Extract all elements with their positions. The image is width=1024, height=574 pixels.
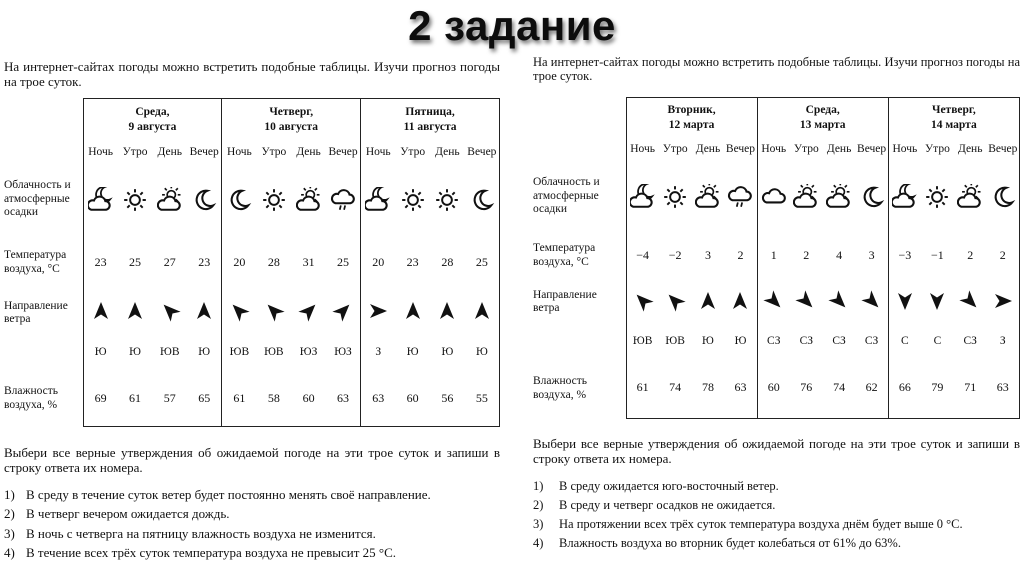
- right-wind-dir-6: СЗ: [799, 334, 814, 347]
- left-humidity-4: 65: [187, 372, 222, 427]
- right-wind-arrow-cell-3: [692, 281, 725, 325]
- left-weather-cell-11: [430, 166, 465, 234]
- sun-cloud-icon: [826, 184, 852, 210]
- right-humidity-4: 63: [724, 359, 757, 419]
- left-part-7: День: [296, 146, 321, 159]
- right-wind-dir-9: С: [888, 325, 921, 359]
- moon-icon: [191, 187, 217, 213]
- left-humidity-11: 56: [430, 372, 465, 427]
- left-temp-5: 20: [222, 234, 257, 292]
- right-humidity-1: 61: [626, 359, 659, 419]
- wind-arrow-icon: [471, 300, 493, 322]
- left-wind-dir-9: З: [361, 334, 396, 372]
- right-part-2: Утро: [662, 143, 688, 156]
- left-temp-8: 25: [337, 254, 350, 269]
- right-weather-cell-1: [626, 163, 659, 231]
- left-option-2: 2) В четверг вечером ожидается дождь.: [4, 506, 230, 522]
- right-wind-dir-10: С: [933, 334, 942, 347]
- moon-icon: [859, 184, 885, 210]
- right-part-12: Вечер: [987, 138, 1020, 163]
- right-wind-dir-3: Ю: [702, 334, 714, 347]
- right-humidity-2: 74: [659, 359, 692, 419]
- left-part-11: День: [435, 146, 460, 159]
- left-wind-dir-12: Ю: [465, 334, 500, 372]
- left-label-empty: [4, 141, 83, 166]
- wind-arrow-icon: [992, 290, 1014, 312]
- right-label-clouds: Облачность и атмосферные осадки: [533, 175, 600, 216]
- left-wind-dir-11: Ю: [441, 345, 454, 358]
- sun-icon: [434, 187, 460, 213]
- left-options-list: [4, 488, 500, 566]
- right-weather-cell-3: [692, 163, 725, 231]
- left-wind-dir-10: Ю: [406, 345, 419, 358]
- moon-icon: [469, 187, 495, 213]
- right-wind-arrow-cell-12: [987, 281, 1020, 325]
- right-weather-cell-4: [724, 163, 757, 231]
- left-temp-11: 28: [441, 254, 454, 269]
- left-intro-text: На интернет-сайтах погоды можно встретить подобные таблицы. Изучи прогноз погоды на трое суток.: [4, 59, 500, 89]
- wind-arrow-icon: [402, 300, 424, 322]
- right-part-4: Вечер: [725, 143, 756, 156]
- left-weather-cell-8: [326, 166, 361, 234]
- right-part-1: Ночь: [626, 138, 659, 163]
- right-weather-cell-7: [823, 163, 856, 231]
- right-humidity-11: 71: [954, 359, 987, 419]
- right-humidity-8: 62: [855, 359, 888, 419]
- left-weather-cell-10: [395, 166, 430, 234]
- left-temp-2: 25: [129, 254, 142, 269]
- left-part-9: Ночь: [361, 141, 396, 166]
- left-option-1: 1) В среду в течение суток ветер будет постоянно менять своё направление.: [4, 487, 431, 502]
- left-wind-arrow-cell-8: [326, 292, 361, 334]
- left-wind-arrow-cell-7: [291, 292, 326, 334]
- right-wind-dir-1: ЮВ: [626, 325, 659, 359]
- wind-arrow-icon: [159, 300, 181, 322]
- right-wind-dir-5: СЗ: [757, 325, 790, 359]
- sun-cloud-icon: [296, 187, 322, 213]
- right-part-6: Утро: [793, 143, 819, 156]
- sun-icon: [662, 184, 688, 210]
- left-label-temp: Температура воздуха, °С: [4, 248, 67, 275]
- left-question-text: Выбери все верные утверждения об ожидаемой погоде на эти трое суток и запиши в строку ответа их номера.: [4, 445, 500, 475]
- left-weather-cell-3: [152, 166, 187, 234]
- right-label-empty: [533, 138, 626, 163]
- left-temp-3: 27: [163, 254, 176, 269]
- left-wind-arrow-cell-5: [222, 292, 257, 334]
- left-humidity-12: 55: [465, 372, 500, 427]
- wind-arrow-icon: [926, 290, 948, 312]
- right-wind-arrow-cell-9: [888, 281, 921, 325]
- left-weather-cell-4: [187, 166, 222, 234]
- right-humidity-10: 79: [921, 359, 954, 419]
- left-part-4: Вечер: [189, 146, 219, 159]
- right-temp-9: −3: [888, 231, 921, 281]
- right-wind-dir-4: Ю: [734, 334, 747, 347]
- left-temp-9: 20: [361, 234, 396, 292]
- wind-arrow-icon: [193, 300, 215, 322]
- right-weather-cell-10: [921, 163, 954, 231]
- left-wind-arrow-cell-12: [465, 292, 500, 334]
- right-label-humidity: Влажность воздуха, %: [533, 374, 588, 401]
- wind-arrow-icon: [828, 290, 850, 312]
- right-day-2-header: Среда, 13 марта: [757, 98, 888, 138]
- left-wind-arrow-cell-3: [152, 292, 187, 334]
- right-part-8: Вечер: [857, 143, 887, 156]
- sun-icon: [924, 184, 950, 210]
- left-temp-12: 25: [465, 234, 500, 292]
- wind-arrow-icon: [436, 300, 458, 322]
- wind-arrow-icon: [729, 290, 751, 312]
- left-temp-10: 23: [406, 254, 419, 269]
- right-wind-arrow-cell-5: [757, 281, 790, 325]
- left-wind-arrow-cell-9: [361, 292, 396, 334]
- right-label-temp: Температура воздуха, °С: [533, 241, 596, 268]
- right-humidity-5: 60: [757, 359, 790, 419]
- wind-arrow-icon: [332, 300, 354, 322]
- right-part-10: Утро: [925, 143, 950, 156]
- right-wind-arrow-cell-7: [823, 281, 856, 325]
- left-part-5: Ночь: [222, 141, 257, 166]
- right-options-list: [533, 479, 1020, 555]
- right-weather-cell-12: [987, 163, 1020, 231]
- wind-arrow-icon: [124, 300, 146, 322]
- right-wind-arrow-cell-10: [921, 281, 954, 325]
- left-humidity-10: 60: [395, 372, 430, 427]
- left-wind-arrow-cell-4: [187, 292, 222, 334]
- left-part-12: Вечер: [465, 141, 500, 166]
- left-wind-dir-7: ЮЗ: [299, 345, 318, 358]
- right-weather-cell-11: [954, 163, 987, 231]
- sun-cloud-icon: [157, 187, 183, 213]
- right-option-4: 4) Влажность воздуха во вторник будет колебаться от 61% до 63%.: [533, 535, 901, 550]
- left-part-6: Утро: [261, 146, 287, 159]
- right-part-11: День: [957, 143, 983, 156]
- left-temp-4: 23: [198, 254, 211, 269]
- cloud-icon: [761, 184, 787, 210]
- right-temp-11: 2: [967, 247, 974, 262]
- left-wind-arrow-cell-11: [430, 292, 465, 334]
- wind-arrow-icon: [664, 290, 686, 312]
- wind-arrow-icon: [894, 290, 916, 312]
- left-weather-cell-9: [361, 166, 396, 234]
- right-wind-arrow-cell-4: [724, 281, 757, 325]
- left-wind-arrow-cell-2: [118, 292, 153, 334]
- left-day-3-header: Пятница, 11 августа: [361, 99, 500, 141]
- sun-icon: [122, 187, 148, 213]
- left-wind-dir-4: Ю: [198, 345, 211, 358]
- wind-arrow-icon: [697, 290, 719, 312]
- left-wind-dir-6: ЮВ: [264, 345, 284, 358]
- left-humidity-7: 60: [291, 372, 326, 427]
- right-task-panel: [533, 55, 1020, 574]
- right-wind-arrow-cell-2: [659, 281, 692, 325]
- wind-arrow-icon: [763, 290, 785, 312]
- right-weather-cell-5: [757, 163, 790, 231]
- right-wind-dir-8: СЗ: [864, 334, 879, 347]
- right-temp-6: 2: [803, 247, 810, 262]
- left-weather-cell-7: [291, 166, 326, 234]
- moon-cloud-icon: [88, 187, 114, 213]
- left-temp-1: 23: [83, 234, 118, 292]
- left-option-3: 3) В ночь с четверга на пятницу влажность воздуха не изменится.: [4, 525, 376, 541]
- right-temp-3: 3: [704, 247, 711, 262]
- right-temp-10: −1: [931, 247, 944, 262]
- moon-icon: [990, 184, 1016, 210]
- sun-icon: [261, 187, 287, 213]
- left-humidity-5: 61: [222, 372, 257, 427]
- right-temp-12: 2: [987, 231, 1020, 281]
- right-wind-arrow-cell-8: [855, 281, 888, 325]
- right-temp-5: 1: [757, 231, 790, 281]
- rain-cloud-icon: [330, 187, 356, 213]
- right-humidity-9: 66: [888, 359, 921, 419]
- left-label-clouds: Облачность и атмосферные осадки: [4, 178, 71, 219]
- wind-arrow-icon: [632, 290, 654, 312]
- right-wind-dir-11: СЗ: [963, 334, 977, 347]
- left-weather-cell-12: [465, 166, 500, 234]
- wind-arrow-icon: [228, 300, 250, 322]
- left-part-10: Утро: [400, 146, 426, 159]
- left-wind-arrow-cell-10: [395, 292, 430, 334]
- left-wind-dir-1: Ю: [83, 334, 118, 372]
- wind-arrow-icon: [795, 290, 817, 312]
- left-part-3: День: [157, 146, 182, 159]
- right-wind-dir-7: СЗ: [832, 334, 846, 347]
- wind-arrow-icon: [861, 290, 883, 312]
- left-part-2: Утро: [122, 146, 148, 159]
- sun-icon: [400, 187, 426, 213]
- left-humidity-6: 58: [257, 372, 292, 427]
- right-weather-cell-2: [659, 163, 692, 231]
- right-part-7: День: [826, 143, 852, 156]
- right-temp-2: −2: [668, 247, 682, 262]
- left-label-wind: Направление ветра: [4, 299, 68, 326]
- left-option-4: 4) В течение всех трёх суток температура воздуха не превысит 25 °С.: [4, 545, 397, 561]
- sun-cloud-icon: [695, 184, 721, 210]
- right-temp-7: 4: [836, 247, 843, 262]
- left-part-1: Ночь: [83, 141, 118, 166]
- moon-icon: [226, 187, 252, 213]
- right-humidity-7: 74: [823, 359, 856, 419]
- left-weather-cell-1: [83, 166, 118, 234]
- right-option-1: 1) В среду ожидается юго-восточный ветер.: [533, 479, 779, 493]
- right-part-5: Ночь: [757, 138, 790, 163]
- sun-cloud-icon: [793, 184, 819, 210]
- rain-cloud-icon: [727, 184, 753, 210]
- left-wind-arrow-cell-6: [257, 292, 292, 334]
- right-label-wind: Направление ветра: [533, 288, 597, 315]
- sun-cloud-icon: [957, 184, 983, 210]
- right-temp-4: 2: [737, 247, 744, 262]
- wind-arrow-icon: [263, 300, 285, 322]
- left-weather-cell-5: [222, 166, 257, 234]
- right-day-1-header: Вторник, 12 марта: [626, 98, 757, 138]
- right-intro-text: На интернет-сайтах погоды можно встретить подобные таблицы. Изучи прогноз погоды на трое суток.: [533, 55, 1020, 84]
- left-wind-dir-8: ЮЗ: [334, 345, 352, 358]
- wind-arrow-icon: [367, 300, 389, 322]
- wind-arrow-icon: [90, 300, 112, 322]
- left-wind-dir-3: ЮВ: [160, 345, 180, 358]
- right-part-9: Ночь: [888, 138, 921, 163]
- left-wind-dir-5: ЮВ: [222, 334, 257, 372]
- wind-arrow-icon: [298, 300, 320, 322]
- right-weather-table: [533, 97, 1020, 419]
- right-wind-arrow-cell-11: [954, 281, 987, 325]
- left-wind-dir-2: Ю: [129, 345, 141, 358]
- left-humidity-3: 57: [152, 372, 187, 427]
- right-humidity-3: 78: [692, 359, 725, 419]
- right-option-3: 3) На протяжении всех трёх суток температура воздуха днём будет выше 0 °С.: [533, 516, 963, 531]
- left-humidity-2: 61: [118, 372, 153, 427]
- left-temp-6: 28: [267, 254, 280, 269]
- right-humidity-12: 63: [987, 359, 1020, 419]
- right-temp-8: 3: [868, 247, 875, 262]
- left-day-2-header: Четверг, 10 августа: [222, 99, 361, 141]
- left-humidity-9: 63: [361, 372, 396, 427]
- moon-cloud-icon: [365, 187, 391, 213]
- right-weather-cell-9: [888, 163, 921, 231]
- right-humidity-6: 76: [790, 359, 823, 419]
- left-weather-cell-2: [118, 166, 153, 234]
- left-temp-7: 31: [302, 254, 315, 269]
- right-weather-cell-8: [855, 163, 888, 231]
- left-weather-table: [4, 98, 500, 427]
- left-wind-arrow-cell-1: [83, 292, 118, 334]
- left-weather-cell-6: [257, 166, 292, 234]
- left-day-1-header: Среда, 9 августа: [83, 99, 222, 141]
- right-wind-arrow-cell-1: [626, 281, 659, 325]
- right-question-text: Выбери все верные утверждения об ожидаемой погоде на эти трое суток и запиши в строку ответа их номера.: [533, 436, 1020, 466]
- right-wind-dir-12: З: [987, 325, 1020, 359]
- right-day-3-header: Четверг, 14 марта: [888, 98, 1019, 138]
- right-option-2: 2) В среду и четверг осадков не ожидается.: [533, 497, 776, 512]
- right-weather-cell-6: [790, 163, 823, 231]
- left-humidity-1: 69: [83, 372, 118, 427]
- right-part-3: День: [695, 143, 721, 156]
- left-part-8: Вечер: [328, 146, 358, 159]
- left-humidity-8: 63: [326, 372, 361, 427]
- slide-title: 2 задание: [408, 2, 616, 49]
- wind-arrow-icon: [959, 290, 981, 312]
- right-temp-1: −4: [626, 231, 659, 281]
- right-wind-arrow-cell-6: [790, 281, 823, 325]
- moon-cloud-icon: [892, 184, 918, 210]
- left-task-panel: [4, 60, 500, 574]
- moon-cloud-icon: [630, 184, 656, 210]
- left-label-humidity: Влажность воздуха, %: [4, 385, 59, 411]
- right-wind-dir-2: ЮВ: [665, 334, 685, 347]
